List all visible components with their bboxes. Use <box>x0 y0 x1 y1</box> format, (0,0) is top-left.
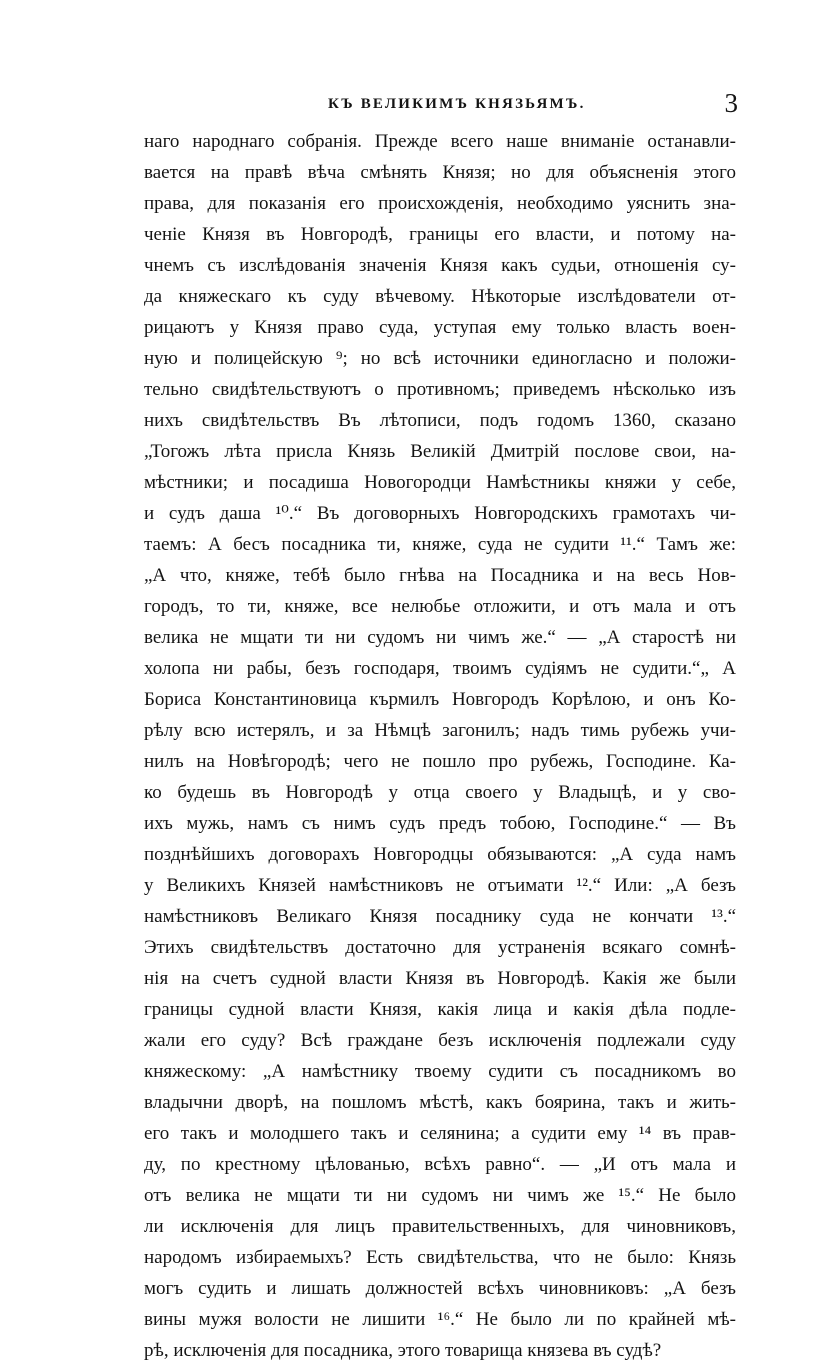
text-line: народомъ избираемыхъ? Есть свидѣтельства, что не было: Князь <box>144 1247 736 1268</box>
running-title: КЪ ВЕЛИКИМЪ КНЯЗЬЯМЪ. <box>328 96 586 112</box>
text-line: позднѣйшихъ договорахъ Новгородцы обязываются: „А суда намъ <box>144 844 736 865</box>
text-line: ную и полицейскую ⁹; но всѣ источники единогласно и положи- <box>144 348 736 369</box>
text-line: Бориса Константиновица кърмилъ Новгородъ Корѣлою, и онъ Ко- <box>144 689 736 710</box>
text-line: вины мужя волости не лишити ¹⁶.“ Не было ли по крайней мѣ- <box>144 1309 736 1330</box>
text-line: права, для показанія его происхожденія, необходимо уяснить зна- <box>144 193 736 214</box>
text-line: намѣстниковъ Великаго Князя посаднику суда не кончати ¹³.“ <box>144 906 736 927</box>
text-line: ли исключенія для лицъ правительственныхъ, для чиновниковъ, <box>144 1216 736 1237</box>
text-line: нихъ свидѣтельствъ Въ лѣтописи, подъ годомъ 1360, сказано <box>144 410 736 431</box>
text-line: ду, по крестному цѣлованью, всѣхъ равно“. — „И отъ мала и <box>144 1154 736 1175</box>
text-line: мѣстники; и посадиша Новогородци Намѣстникы княжи у себе, <box>144 472 736 493</box>
text-line: нилъ на Новѣгородѣ; чего не пошло про рубежь, Господине. Ка- <box>144 751 736 772</box>
text-line: да княжескаго къ суду вѣчевому. Нѣкоторые изслѣдователи от- <box>144 286 736 307</box>
text-line: ченіе Князя въ Новгородѣ, границы его власти, и потому на- <box>144 224 736 245</box>
text-line: рицаютъ у Князя право суда, уступая ему только власть воен- <box>144 317 736 338</box>
text-line: границы судной власти Князя, какія лица и какія дѣла подле- <box>144 999 736 1020</box>
text-line: жали его суду? Всѣ граждане безъ исключенія подлежали суду <box>144 1030 736 1051</box>
text-line: у Великихъ Князей намѣстниковъ не отъимати ¹².“ Или: „А безъ <box>144 875 736 896</box>
text-line: вается на правѣ вѣча смѣнять Князя; но для объясненія этого <box>144 162 736 183</box>
text-line: „А что, княже, тебѣ было гнѣва на Посадника и на весь Нов- <box>144 565 736 586</box>
text-line: рѣлу всю истерялъ, и за Нѣмцѣ загонилъ; надъ тимь рубежь учи- <box>144 720 736 741</box>
text-line: чнемъ съ изслѣдованія значенія Князя какъ судьи, отношенія су- <box>144 255 736 276</box>
text-line: рѣ, исключенія для посадника, этого товарища князева въ судѣ? <box>144 1340 662 1361</box>
text-line: его такъ и молодшего такъ и селянина; а судити ему ¹⁴ въ прав- <box>144 1123 736 1144</box>
text-line: тельно свидѣтельствуютъ о противномъ; приведемъ нѣсколько изъ <box>144 379 736 400</box>
text-line: Этихъ свидѣтельствъ достаточно для устраненія всякаго сомнѣ- <box>144 937 736 958</box>
text-line: владычни дворѣ, на пошломъ мѣстѣ, какъ боярина, такъ и жить- <box>144 1092 736 1113</box>
text-line: наго народнаго собранія. Прежде всего наше вниманіе останавли- <box>144 131 736 152</box>
text-line: ко будешь въ Новгородѣ у отца своего у Владыцѣ, и у сво- <box>144 782 736 803</box>
text-line: холопа ни рабы, безъ господаря, твоимъ судіямъ не судити.“„ А <box>144 658 736 679</box>
text-line: и судъ даша ¹⁰.“ Въ договорныхъ Новгородскихъ грамотахъ чи- <box>144 503 736 524</box>
text-line: княжескому: „А намѣстнику твоему судити съ посадникомъ во <box>144 1061 736 1082</box>
text-line: велика не мщати ти ни судомъ ни чимъ же.“ — „А старостѣ ни <box>144 627 736 648</box>
text-line: „Тогожъ лѣта присла Князь Великій Дмитрій послове свои, на- <box>144 441 736 462</box>
page-number: 3 <box>724 88 738 118</box>
text-line: отъ велика не мщати ти ни судомъ ни чимъ же ¹⁵.“ Не было <box>144 1185 736 1206</box>
text-line: могъ судить и лишать должностей всѣхъ чиновниковъ: „А безъ <box>144 1278 736 1299</box>
text-line: таемъ: А бесъ посадника ти, княже, суда не судити ¹¹.“ Тамъ же: <box>144 534 736 555</box>
running-head <box>140 88 740 118</box>
body-text <box>144 126 736 1366</box>
text-line: нія на счетъ судной власти Князя въ Новгородѣ. Какія же были <box>144 968 736 989</box>
text-line: городъ, то ти, княже, все нелюбье отложити, и отъ мала и отъ <box>144 596 736 617</box>
text-line: ихъ мужь, намъ съ нимъ судъ предъ тобою, Господине.“ — Въ <box>144 813 736 834</box>
